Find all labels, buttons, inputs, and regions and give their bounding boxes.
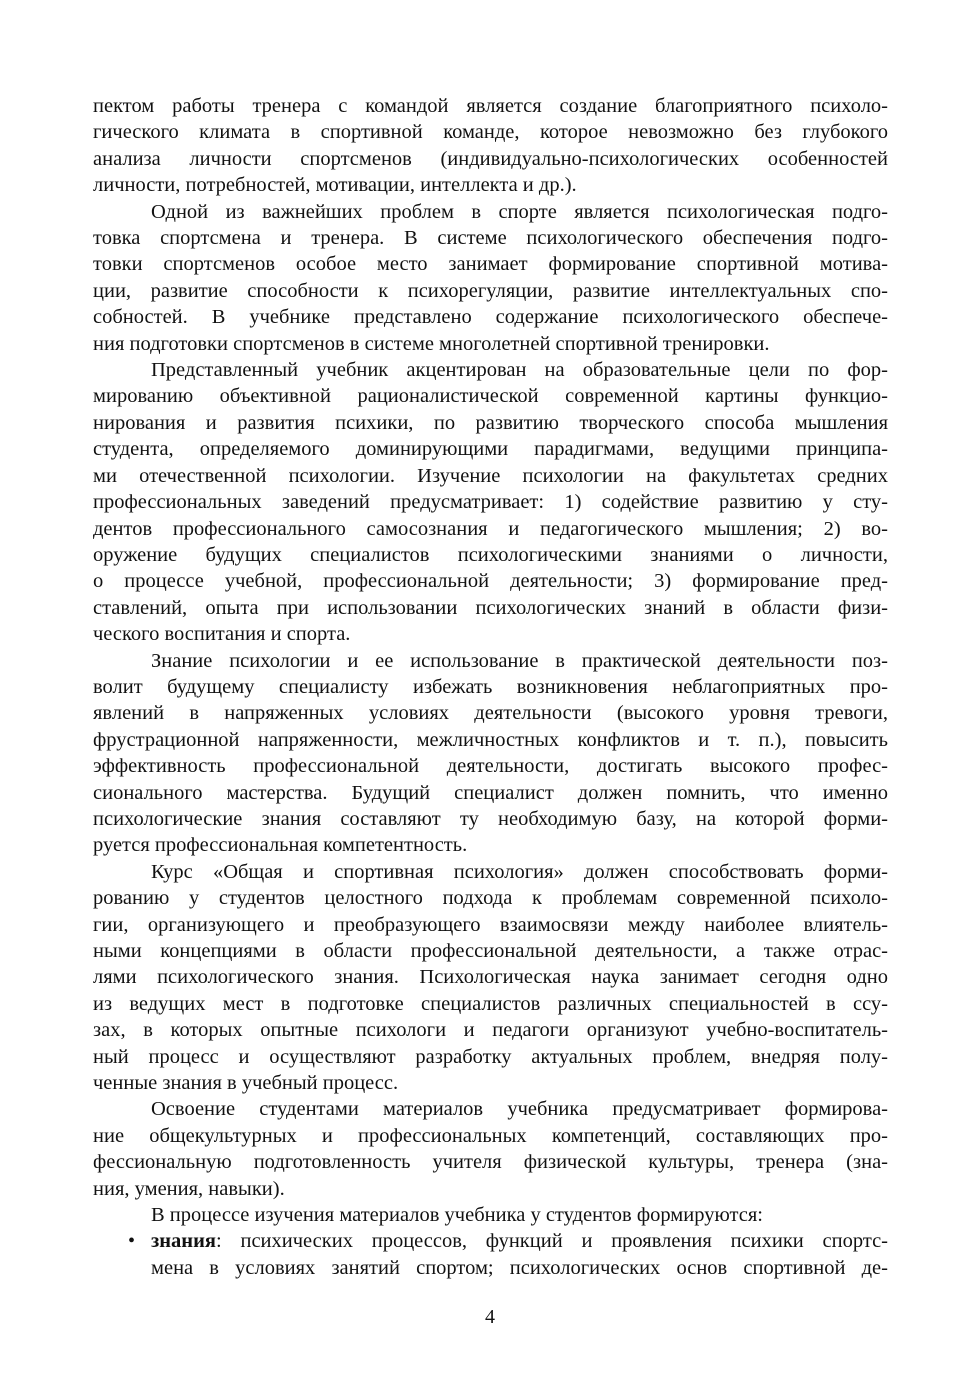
bullet-line-1-text: : психических процессов, функций и проявления психики спортс- (216, 1230, 888, 1253)
paragraph-line: ченные знания в учебный процесс. (93, 1072, 399, 1095)
paragraph (93, 859, 888, 1097)
paragraph-line: Представленный учебник акцентирован на образовательные цели по фор- (151, 359, 888, 382)
bullet-item (93, 1228, 888, 1281)
paragraphs (93, 93, 888, 1228)
paragraph-line: волит будущему специалисту избежать возникновения неблагоприятных про- (93, 675, 888, 698)
paragraph-line: ние общекультурных и профессиональных компетенций, составляющих про- (93, 1124, 888, 1147)
paragraph-line: Курс «Общая и спортивная психология» должен способствовать форми- (151, 860, 888, 883)
paragraph-line: о процессе учебной, профессиональной деятельности; 3) формирование пред- (93, 570, 888, 593)
paragraph-line: ния подготовки спортсменов в системе многолетней спортивной тренировки. (93, 332, 770, 355)
paragraph-line: В процессе изучения материалов учебника у студентов формируются: (151, 1204, 763, 1227)
paragraph-line: руется профессиональная компетентность. (93, 834, 468, 857)
paragraph-line: оружение будущих специалистов психологическими знаниями о личности, (93, 543, 888, 566)
paragraph-line: гии, организующего и преобразующего взаимосвязи между наиболее влиятель- (93, 913, 888, 936)
bullet-line-1 (151, 1228, 888, 1254)
page-body (93, 93, 888, 1281)
paragraph (93, 648, 888, 859)
paragraph-line: Знание психологии и ее использование в практической деятельности поз- (151, 649, 888, 672)
bullet-dot-icon: • (128, 1230, 136, 1253)
paragraph (93, 357, 888, 647)
paragraph-line: из ведущих мест в подготовке специалистов различных специальностей в ссу- (93, 992, 888, 1015)
paragraph-line: Освоение студентами материалов учебника предусматривает формирова- (151, 1098, 888, 1121)
paragraph-line: студента, определяемого доминирующими парадигмами, ведущими принципа- (93, 438, 888, 461)
paragraph-line: ния, умения, навыки). (93, 1177, 285, 1200)
paragraph-line: фессиональную подготовленность учителя физической культуры, тренера (зна- (93, 1151, 888, 1174)
paragraph-line: профессиональных заведений предусматривает: 1) содействие развитию у сту- (93, 491, 888, 514)
paragraph-line: нирования и развития психики, по развитию творческого способа мышления (93, 411, 888, 434)
paragraph-line: товка спортсмена и тренера. В системе психологического обеспечения подго- (93, 227, 888, 250)
paragraph-line: психологические знания составляют ту необходимую базу, на которой форми- (93, 807, 888, 830)
paragraph (93, 199, 888, 357)
paragraph-line: ми отечественной психологии. Изучение психологии на факультетах средних (93, 464, 888, 487)
paragraph-line: анализа личности спортсменов (индивидуально-психологических особенностей (93, 147, 888, 170)
paragraph-line: ный процесс и осуществляют разработку актуальных проблем, внедряя полу- (93, 1045, 888, 1068)
paragraph-line: фрустрационной напряженности, межличностных конфликтов и т. п.), повысить (93, 728, 888, 751)
bullet-line-2: мена в условиях занятий спортом; психологических основ спортивной де- (151, 1256, 888, 1279)
paragraph-line: ческого воспитания и спорта. (93, 623, 351, 646)
paragraph-line: Одной из важнейших проблем в спорте является психологическая подго- (151, 200, 888, 223)
paragraph (93, 1202, 888, 1228)
paragraph-line: личности, потребностей, мотивации, интеллекта и др.). (93, 174, 577, 197)
paragraph-line: зах, в которых опытные психологи и педагоги организуют учебно-воспитатель- (93, 1019, 888, 1042)
bullet-lead: знания (151, 1230, 217, 1253)
paragraph-line: товки спортсменов особое место занимает формирование спортивной мотива- (93, 253, 888, 276)
paragraph-line: ции, развитие способности к психорегуляции, развитие интеллектуальных спо- (93, 279, 888, 302)
paragraph (93, 93, 888, 199)
paragraph-line: ставлений, опыта при использовании психологических знаний в области физи- (93, 596, 888, 619)
paragraph-line: пектом работы тренера с командой является создание благоприятного психоло- (93, 95, 888, 117)
paragraph (93, 1096, 888, 1202)
paragraph-line: дентов профессионального самосознания и педагогического мышления; 2) во- (93, 517, 888, 540)
paragraph-line: явлений в напряженных условиях деятельности (высокого уровня тревоги, (93, 702, 888, 725)
paragraph-line: рованию у студентов целостного подхода к проблемам современной психоло- (93, 887, 888, 910)
paragraph-line: лями психологического знания. Психологическая наука занимает сегодня одно (93, 966, 888, 989)
paragraph-line: сионального мастерства. Будущий специалист должен помнить, что именно (93, 781, 888, 804)
paragraph-line: эффективность профессиональной деятельности, достигать высокого профес- (93, 755, 888, 778)
paragraph-line: ными концепциями в области профессиональной деятельности, а также отрас- (93, 940, 888, 962)
paragraph-line: гического климата в спортивной команде, которое невозможно без глубокого (93, 121, 888, 144)
paragraph-line: мированию объективной рационалистической современной картины функцио- (93, 385, 888, 408)
paragraph-line: собностей. В учебнике представлено содержание психологического обеспече- (93, 306, 888, 329)
page-number: 4 (485, 1306, 495, 1328)
